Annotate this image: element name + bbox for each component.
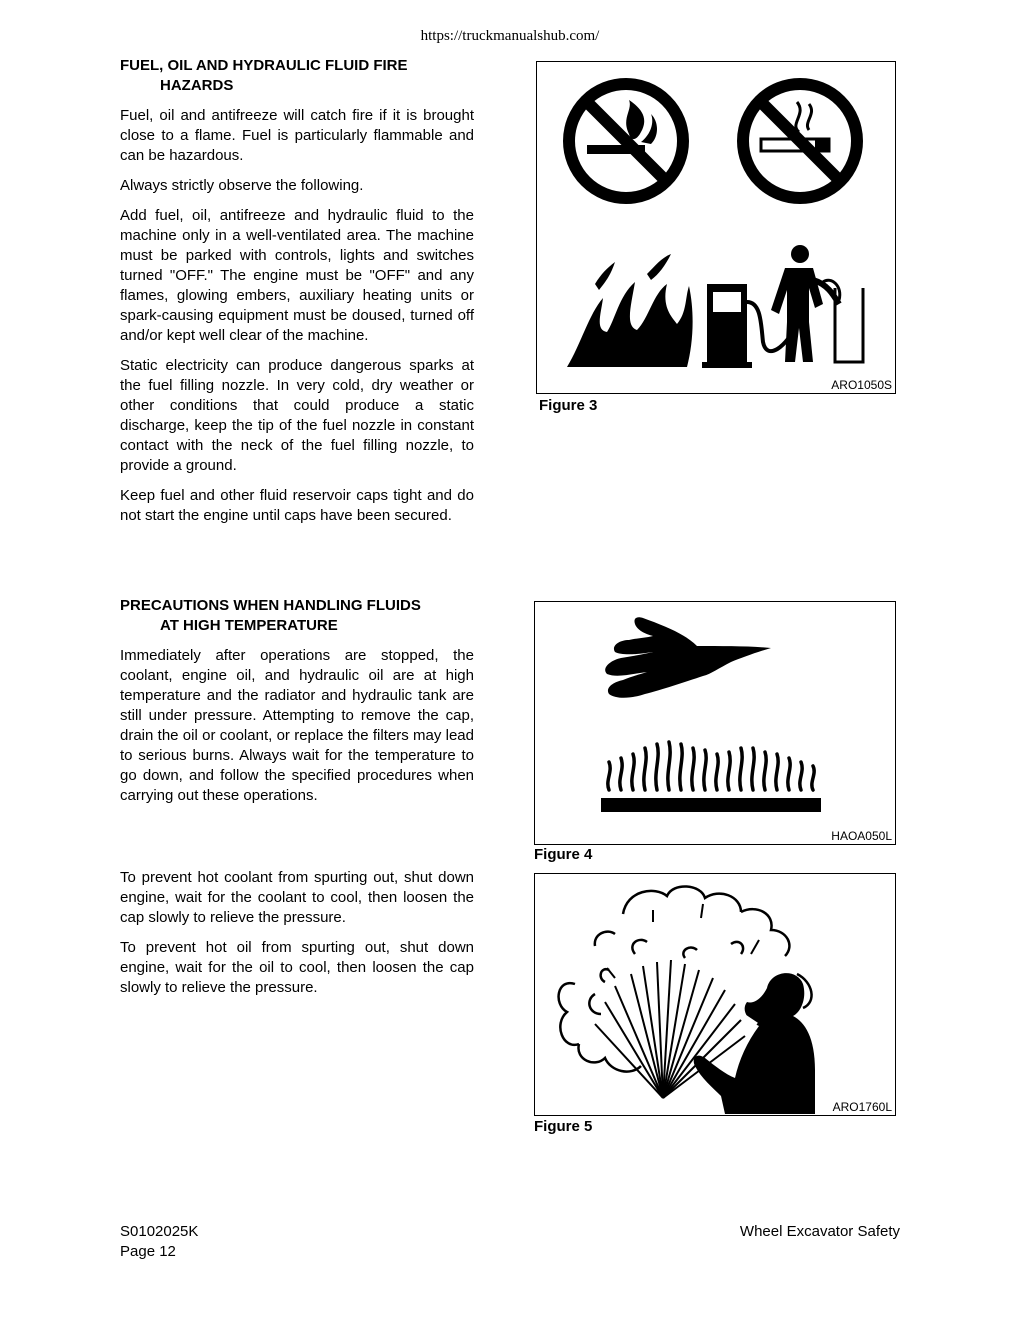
figure-4 <box>534 601 896 845</box>
section-hot-fluids <box>120 596 474 816</box>
paragraph: Static electricity can produce dangerous sparks at the fuel filling nozzle. In very cold, dry weather or other conditions that could produce a static discharge, keep the tip of the fuel nozzle in constant contact with the neck of the fuel filling nozzle, to provide a ground. <box>120 357 474 474</box>
paragraph: Fuel, oil and antifreeze will catch fire if it is brought close to a flame. Fuel is particularly flammable and can be hazardous. <box>120 107 474 164</box>
paragraph: Always strictly observe the following. <box>120 177 364 194</box>
paragraph: To prevent hot oil from spurting out, shut down engine, wait for the oil to cool, then loosen the cap slowly to relieve the pressure. <box>120 939 474 996</box>
header-url: https://truckmanualshub.com/ <box>420 28 600 44</box>
section-hot-fluids-cont <box>120 868 474 1008</box>
hand-icon <box>605 617 771 698</box>
flames-icon <box>567 254 693 367</box>
section-title <box>120 596 474 636</box>
figure-caption: Figure 3 <box>539 397 598 414</box>
section-title <box>120 56 474 96</box>
hot-plate-icon <box>601 798 821 812</box>
heat-waves-icon <box>608 742 814 790</box>
paragraph: Add fuel, oil, antifreeze and hydraulic fluid to the machine only in a well-ventilated area. The machine must be parked with controls, lights and switches turned "OFF." The engine must be "OFF" and any flames, glowing embers, auxiliary heating units or spark-causing equipment must be doused, turned off and/or kept well clear of the machine. <box>120 207 474 344</box>
figure-code: ARO1050S <box>831 378 892 392</box>
footer-page-number: Page 12 <box>120 1243 176 1260</box>
section-title-line2: AT HIGH TEMPERATURE <box>160 617 338 634</box>
figure-3 <box>536 61 896 394</box>
footer-left <box>120 1222 198 1262</box>
no-flame-no-smoking-illustration <box>537 62 895 393</box>
no-smoking-icon <box>743 84 857 198</box>
paragraph: Keep fuel and other fluid reservoir caps tight and do not start the engine until caps have been secured. <box>120 487 474 524</box>
section-title-line1: PRECAUTIONS WHEN HANDLING FLUIDS <box>120 597 421 614</box>
figure-code: ARO1760L <box>832 1100 892 1114</box>
person-silhouette-icon <box>694 973 815 1114</box>
figure-caption: Figure 4 <box>534 846 593 863</box>
footer-doc-id: S0102025K <box>120 1223 199 1240</box>
footer-title: Wheel Excavator Safety <box>739 1223 900 1240</box>
figure-code: HAOA050L <box>831 829 892 843</box>
paragraph: To prevent hot coolant from spurting out, shut down engine, wait for the coolant to cool, then loosen the cap slowly to relieve the pressure. <box>120 869 474 926</box>
figure-5 <box>534 873 896 1116</box>
section-title-line1: FUEL, OIL AND HYDRAULIC FLUID FIRE <box>120 57 408 74</box>
paragraph: Immediately after operations are stopped, the coolant, engine oil, and hydraulic oil are at high temperature and the radiator and hydraulic tank are still under pressure. Attempting to remove the cap, drain the oil or coolant, or replace the filters may lead to serious burns. Always wait for the temperature to go down, and follow the specified procedures when carrying out these operations. <box>120 647 474 804</box>
spurting-fluid-illustration <box>535 874 895 1115</box>
no-open-flame-icon <box>569 84 683 198</box>
section-title-line2: HAZARDS <box>160 77 234 94</box>
section-fire-hazards <box>120 56 474 536</box>
hot-surface-hand-illustration <box>535 602 895 844</box>
figure-caption: Figure 5 <box>534 1118 593 1135</box>
spray-lines-icon <box>595 904 759 1098</box>
